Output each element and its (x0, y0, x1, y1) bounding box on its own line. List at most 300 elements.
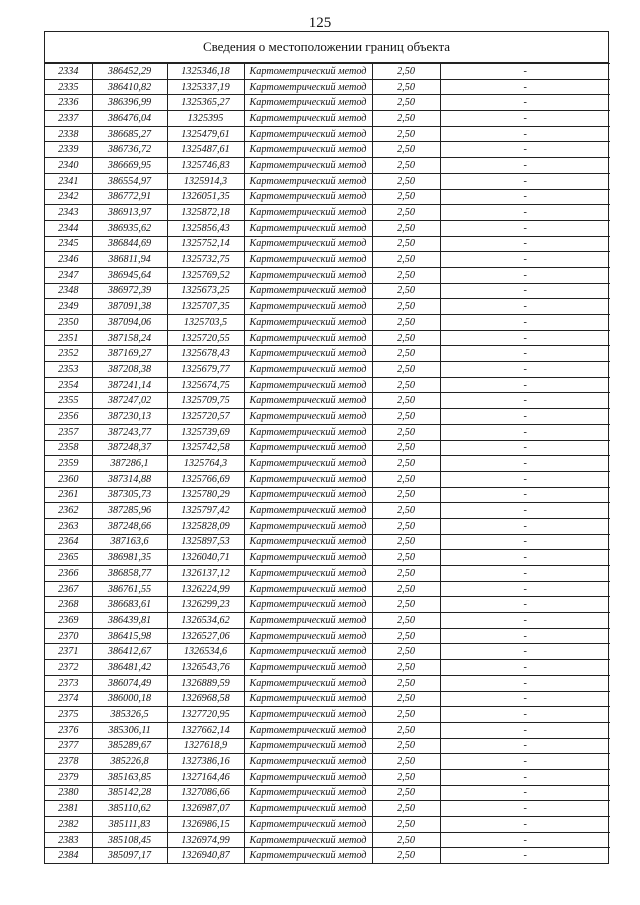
x-coordinate-cell: 385326,5 (92, 707, 167, 723)
y-coordinate-cell: 1326889,59 (167, 675, 244, 691)
y-coordinate-cell: 1325679,77 (167, 362, 244, 378)
accuracy-cell: 2,50 (372, 424, 440, 440)
x-coordinate-cell: 387169,27 (92, 346, 167, 362)
description-cell: - (440, 64, 610, 80)
method-cell: Картометрический метод (244, 393, 372, 409)
x-coordinate-cell: 386981,35 (92, 550, 167, 566)
y-coordinate-cell: 1326137,12 (167, 566, 244, 582)
accuracy-cell: 2,50 (372, 471, 440, 487)
description-cell: - (440, 283, 610, 299)
method-cell: Картометрический метод (244, 613, 372, 629)
accuracy-cell: 2,50 (372, 769, 440, 785)
point-number-cell: 2369 (45, 613, 92, 629)
accuracy-cell: 2,50 (372, 785, 440, 801)
x-coordinate-cell: 387286,1 (92, 456, 167, 472)
table-row (45, 393, 610, 409)
y-coordinate-cell: 1325766,69 (167, 471, 244, 487)
table-row (45, 566, 610, 582)
description-cell: - (440, 299, 610, 315)
description-cell: - (440, 613, 610, 629)
y-coordinate-cell: 1326224,99 (167, 581, 244, 597)
coordinates-table-body (45, 64, 610, 864)
description-cell: - (440, 707, 610, 723)
point-number-cell: 2348 (45, 283, 92, 299)
x-coordinate-cell: 387305,73 (92, 487, 167, 503)
x-coordinate-cell: 385142,28 (92, 785, 167, 801)
description-cell: - (440, 597, 610, 613)
accuracy-cell: 2,50 (372, 126, 440, 142)
point-number-cell: 2371 (45, 644, 92, 660)
point-number-cell: 2355 (45, 393, 92, 409)
description-cell: - (440, 424, 610, 440)
x-coordinate-cell: 386669,95 (92, 158, 167, 174)
accuracy-cell: 2,50 (372, 722, 440, 738)
x-coordinate-cell: 385097,17 (92, 848, 167, 863)
x-coordinate-cell: 386000,18 (92, 691, 167, 707)
method-cell: Картометрический метод (244, 315, 372, 331)
description-cell: - (440, 848, 610, 863)
description-cell: - (440, 173, 610, 189)
point-number-cell: 2379 (45, 769, 92, 785)
y-coordinate-cell: 1327720,95 (167, 707, 244, 723)
x-coordinate-cell: 386396,99 (92, 95, 167, 111)
description-cell: - (440, 330, 610, 346)
point-number-cell: 2339 (45, 142, 92, 158)
y-coordinate-cell: 1326527,06 (167, 628, 244, 644)
table-row (45, 189, 610, 205)
point-number-cell: 2342 (45, 189, 92, 205)
x-coordinate-cell: 386412,67 (92, 644, 167, 660)
x-coordinate-cell: 385163,85 (92, 769, 167, 785)
accuracy-cell: 2,50 (372, 362, 440, 378)
y-coordinate-cell: 1325709,75 (167, 393, 244, 409)
accuracy-cell: 2,50 (372, 691, 440, 707)
table-row (45, 95, 610, 111)
x-coordinate-cell: 385226,8 (92, 754, 167, 770)
table-row (45, 550, 610, 566)
y-coordinate-cell: 1325337,19 (167, 79, 244, 95)
method-cell: Картометрический метод (244, 534, 372, 550)
accuracy-cell: 2,50 (372, 503, 440, 519)
point-number-cell: 2353 (45, 362, 92, 378)
description-cell: - (440, 487, 610, 503)
y-coordinate-cell: 1325346,18 (167, 64, 244, 80)
x-coordinate-cell: 387163,6 (92, 534, 167, 550)
method-cell: Картометрический метод (244, 581, 372, 597)
x-coordinate-cell: 387094,06 (92, 315, 167, 331)
table-row (45, 252, 610, 268)
method-cell: Картометрический метод (244, 550, 372, 566)
method-cell: Картометрический метод (244, 377, 372, 393)
page-number: 125 (308, 15, 332, 31)
method-cell: Картометрический метод (244, 158, 372, 174)
point-number-cell: 2340 (45, 158, 92, 174)
accuracy-cell: 2,50 (372, 377, 440, 393)
y-coordinate-cell: 1325769,52 (167, 267, 244, 283)
description-cell: - (440, 315, 610, 331)
y-coordinate-cell: 1326987,07 (167, 801, 244, 817)
table-row (45, 471, 610, 487)
description-cell: - (440, 267, 610, 283)
accuracy-cell: 2,50 (372, 644, 440, 660)
y-coordinate-cell: 1325365,27 (167, 95, 244, 111)
method-cell: Картометрический метод (244, 440, 372, 456)
accuracy-cell: 2,50 (372, 550, 440, 566)
accuracy-cell: 2,50 (372, 220, 440, 236)
table-row (45, 283, 610, 299)
accuracy-cell: 2,50 (372, 487, 440, 503)
table-row (45, 205, 610, 221)
method-cell: Картометрический метод (244, 126, 372, 142)
description-cell: - (440, 817, 610, 833)
table-row (45, 377, 610, 393)
method-cell: Картометрический метод (244, 236, 372, 252)
method-cell: Картометрический метод (244, 142, 372, 158)
description-cell: - (440, 252, 610, 268)
table-row (45, 362, 610, 378)
point-number-cell: 2363 (45, 518, 92, 534)
description-cell: - (440, 769, 610, 785)
y-coordinate-cell: 1325914,3 (167, 173, 244, 189)
x-coordinate-cell: 386858,77 (92, 566, 167, 582)
y-coordinate-cell: 1326940,87 (167, 848, 244, 863)
accuracy-cell: 2,50 (372, 205, 440, 221)
table-row (45, 456, 610, 472)
method-cell: Картометрический метод (244, 817, 372, 833)
method-cell: Картометрический метод (244, 503, 372, 519)
point-number-cell: 2375 (45, 707, 92, 723)
x-coordinate-cell: 386935,62 (92, 220, 167, 236)
point-number-cell: 2360 (45, 471, 92, 487)
description-cell: - (440, 738, 610, 754)
point-number-cell: 2380 (45, 785, 92, 801)
method-cell: Картометрический метод (244, 691, 372, 707)
x-coordinate-cell: 386415,98 (92, 628, 167, 644)
x-coordinate-cell: 387248,37 (92, 440, 167, 456)
x-coordinate-cell: 386761,55 (92, 581, 167, 597)
description-cell: - (440, 456, 610, 472)
method-cell: Картометрический метод (244, 189, 372, 205)
y-coordinate-cell: 1326051,35 (167, 189, 244, 205)
point-number-cell: 2346 (45, 252, 92, 268)
y-coordinate-cell: 1325797,42 (167, 503, 244, 519)
table-row (45, 597, 610, 613)
x-coordinate-cell: 386811,94 (92, 252, 167, 268)
description-cell: - (440, 126, 610, 142)
point-number-cell: 2383 (45, 832, 92, 848)
y-coordinate-cell: 1325780,29 (167, 487, 244, 503)
method-cell: Картометрический метод (244, 832, 372, 848)
point-number-cell: 2347 (45, 267, 92, 283)
x-coordinate-cell: 387241,14 (92, 377, 167, 393)
y-coordinate-cell: 1325487,61 (167, 142, 244, 158)
description-cell: - (440, 691, 610, 707)
method-cell: Картометрический метод (244, 738, 372, 754)
y-coordinate-cell: 1325720,57 (167, 409, 244, 425)
y-coordinate-cell: 1325674,75 (167, 377, 244, 393)
description-cell: - (440, 220, 610, 236)
table-row (45, 769, 610, 785)
y-coordinate-cell: 1325732,75 (167, 252, 244, 268)
x-coordinate-cell: 387091,38 (92, 299, 167, 315)
point-number-cell: 2345 (45, 236, 92, 252)
x-coordinate-cell: 387208,38 (92, 362, 167, 378)
accuracy-cell: 2,50 (372, 299, 440, 315)
x-coordinate-cell: 387158,24 (92, 330, 167, 346)
method-cell: Картометрический метод (244, 220, 372, 236)
point-number-cell: 2378 (45, 754, 92, 770)
method-cell: Картометрический метод (244, 283, 372, 299)
x-coordinate-cell: 386844,69 (92, 236, 167, 252)
method-cell: Картометрический метод (244, 754, 372, 770)
accuracy-cell: 2,50 (372, 158, 440, 174)
table-row (45, 613, 610, 629)
y-coordinate-cell: 1326543,76 (167, 660, 244, 676)
point-number-cell: 2382 (45, 817, 92, 833)
accuracy-cell: 2,50 (372, 111, 440, 127)
table-row (45, 173, 610, 189)
accuracy-cell: 2,50 (372, 393, 440, 409)
y-coordinate-cell: 1325395 (167, 111, 244, 127)
y-coordinate-cell: 1326040,71 (167, 550, 244, 566)
point-number-cell: 2373 (45, 675, 92, 691)
accuracy-cell: 2,50 (372, 409, 440, 425)
point-number-cell: 2344 (45, 220, 92, 236)
table-row (45, 315, 610, 331)
point-number-cell: 2334 (45, 64, 92, 80)
point-number-cell: 2381 (45, 801, 92, 817)
method-cell: Картометрический метод (244, 424, 372, 440)
point-number-cell: 2368 (45, 597, 92, 613)
point-number-cell: 2356 (45, 409, 92, 425)
accuracy-cell: 2,50 (372, 660, 440, 676)
accuracy-cell: 2,50 (372, 597, 440, 613)
accuracy-cell: 2,50 (372, 613, 440, 629)
table-row (45, 220, 610, 236)
method-cell: Картометрический метод (244, 111, 372, 127)
point-number-cell: 2350 (45, 315, 92, 331)
accuracy-cell: 2,50 (372, 267, 440, 283)
accuracy-cell: 2,50 (372, 79, 440, 95)
x-coordinate-cell: 386074,49 (92, 675, 167, 691)
point-number-cell: 2364 (45, 534, 92, 550)
table-row (45, 236, 610, 252)
accuracy-cell: 2,50 (372, 315, 440, 331)
accuracy-cell: 2,50 (372, 142, 440, 158)
y-coordinate-cell: 1325752,14 (167, 236, 244, 252)
method-cell: Картометрический метод (244, 456, 372, 472)
y-coordinate-cell: 1325856,43 (167, 220, 244, 236)
point-number-cell: 2374 (45, 691, 92, 707)
description-cell: - (440, 95, 610, 111)
table-row (45, 754, 610, 770)
point-number-cell: 2357 (45, 424, 92, 440)
description-cell: - (440, 393, 610, 409)
x-coordinate-cell: 387247,02 (92, 393, 167, 409)
description-cell: - (440, 158, 610, 174)
table-row (45, 581, 610, 597)
method-cell: Картометрический метод (244, 64, 372, 80)
point-number-cell: 2372 (45, 660, 92, 676)
description-cell: - (440, 785, 610, 801)
table-row (45, 675, 610, 691)
table-row (45, 64, 610, 80)
x-coordinate-cell: 387230,13 (92, 409, 167, 425)
y-coordinate-cell: 1325742,58 (167, 440, 244, 456)
accuracy-cell: 2,50 (372, 566, 440, 582)
point-number-cell: 2349 (45, 299, 92, 315)
accuracy-cell: 2,50 (372, 675, 440, 691)
x-coordinate-cell: 387243,77 (92, 424, 167, 440)
accuracy-cell: 2,50 (372, 346, 440, 362)
point-number-cell: 2370 (45, 628, 92, 644)
y-coordinate-cell: 1325897,53 (167, 534, 244, 550)
method-cell: Картометрический метод (244, 346, 372, 362)
table-row (45, 346, 610, 362)
table-row (45, 330, 610, 346)
point-number-cell: 2335 (45, 79, 92, 95)
table-row (45, 142, 610, 158)
description-cell: - (440, 440, 610, 456)
point-number-cell: 2351 (45, 330, 92, 346)
table-row (45, 424, 610, 440)
x-coordinate-cell: 386554,97 (92, 173, 167, 189)
description-cell: - (440, 471, 610, 487)
table-row (45, 299, 610, 315)
point-number-cell: 2384 (45, 848, 92, 863)
description-cell: - (440, 503, 610, 519)
description-cell: - (440, 111, 610, 127)
description-cell: - (440, 362, 610, 378)
method-cell: Картометрический метод (244, 518, 372, 534)
method-cell: Картометрический метод (244, 660, 372, 676)
y-coordinate-cell: 1327662,14 (167, 722, 244, 738)
method-cell: Картометрический метод (244, 785, 372, 801)
description-cell: - (440, 581, 610, 597)
x-coordinate-cell: 387314,88 (92, 471, 167, 487)
accuracy-cell: 2,50 (372, 518, 440, 534)
description-cell: - (440, 675, 610, 691)
point-number-cell: 2376 (45, 722, 92, 738)
point-number-cell: 2361 (45, 487, 92, 503)
y-coordinate-cell: 1325678,43 (167, 346, 244, 362)
table-row (45, 409, 610, 425)
method-cell: Картометрический метод (244, 299, 372, 315)
y-coordinate-cell: 1326968,58 (167, 691, 244, 707)
method-cell: Картометрический метод (244, 330, 372, 346)
table-row (45, 817, 610, 833)
point-number-cell: 2354 (45, 377, 92, 393)
x-coordinate-cell: 386410,82 (92, 79, 167, 95)
point-number-cell: 2338 (45, 126, 92, 142)
method-cell: Картометрический метод (244, 801, 372, 817)
description-cell: - (440, 628, 610, 644)
accuracy-cell: 2,50 (372, 628, 440, 644)
table-row (45, 126, 610, 142)
y-coordinate-cell: 1325828,09 (167, 518, 244, 534)
accuracy-cell: 2,50 (372, 330, 440, 346)
y-coordinate-cell: 1325673,25 (167, 283, 244, 299)
accuracy-cell: 2,50 (372, 707, 440, 723)
method-cell: Картометрический метод (244, 675, 372, 691)
description-cell: - (440, 377, 610, 393)
description-cell: - (440, 142, 610, 158)
method-cell: Картометрический метод (244, 409, 372, 425)
table-row (45, 79, 610, 95)
table-row (45, 628, 610, 644)
method-cell: Картометрический метод (244, 267, 372, 283)
accuracy-cell: 2,50 (372, 236, 440, 252)
y-coordinate-cell: 1326299,23 (167, 597, 244, 613)
method-cell: Картометрический метод (244, 597, 372, 613)
method-cell: Картометрический метод (244, 471, 372, 487)
point-number-cell: 2359 (45, 456, 92, 472)
table-row (45, 644, 610, 660)
description-cell: - (440, 205, 610, 221)
accuracy-cell: 2,50 (372, 173, 440, 189)
point-number-cell: 2337 (45, 111, 92, 127)
y-coordinate-cell: 1325746,83 (167, 158, 244, 174)
x-coordinate-cell: 385306,11 (92, 722, 167, 738)
x-coordinate-cell: 386972,39 (92, 283, 167, 299)
table-row (45, 691, 610, 707)
description-cell: - (440, 236, 610, 252)
method-cell: Картометрический метод (244, 628, 372, 644)
point-number-cell: 2358 (45, 440, 92, 456)
description-cell: - (440, 534, 610, 550)
table-row (45, 832, 610, 848)
point-number-cell: 2377 (45, 738, 92, 754)
description-cell: - (440, 754, 610, 770)
point-number-cell: 2367 (45, 581, 92, 597)
table-row (45, 801, 610, 817)
y-coordinate-cell: 1326534,62 (167, 613, 244, 629)
accuracy-cell: 2,50 (372, 848, 440, 863)
y-coordinate-cell: 1326534,6 (167, 644, 244, 660)
x-coordinate-cell: 385108,45 (92, 832, 167, 848)
y-coordinate-cell: 1326986,15 (167, 817, 244, 833)
point-number-cell: 2343 (45, 205, 92, 221)
y-coordinate-cell: 1325479,61 (167, 126, 244, 142)
method-cell: Картометрический метод (244, 722, 372, 738)
accuracy-cell: 2,50 (372, 754, 440, 770)
description-cell: - (440, 801, 610, 817)
accuracy-cell: 2,50 (372, 801, 440, 817)
point-number-cell: 2365 (45, 550, 92, 566)
y-coordinate-cell: 1325703,5 (167, 315, 244, 331)
description-cell: - (440, 660, 610, 676)
method-cell: Картометрический метод (244, 707, 372, 723)
x-coordinate-cell: 386772,91 (92, 189, 167, 205)
x-coordinate-cell: 386913,97 (92, 205, 167, 221)
boundary-table-frame (44, 31, 609, 864)
description-cell: - (440, 189, 610, 205)
method-cell: Картометрический метод (244, 487, 372, 503)
method-cell: Картометрический метод (244, 173, 372, 189)
method-cell: Картометрический метод (244, 252, 372, 268)
table-row (45, 660, 610, 676)
description-cell: - (440, 79, 610, 95)
x-coordinate-cell: 386736,72 (92, 142, 167, 158)
table-row (45, 738, 610, 754)
point-number-cell: 2341 (45, 173, 92, 189)
y-coordinate-cell: 1327618,9 (167, 738, 244, 754)
x-coordinate-cell: 386439,81 (92, 613, 167, 629)
accuracy-cell: 2,50 (372, 738, 440, 754)
description-cell: - (440, 832, 610, 848)
description-cell: - (440, 550, 610, 566)
accuracy-cell: 2,50 (372, 581, 440, 597)
